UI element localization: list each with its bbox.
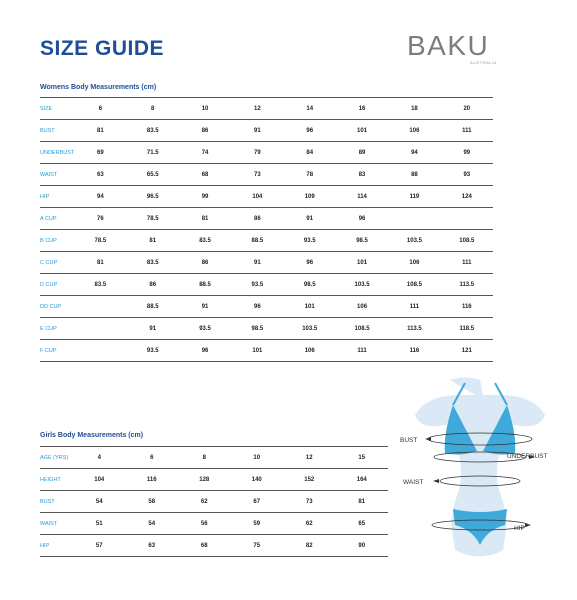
table-cell: 118.5: [441, 318, 493, 340]
table-cell: 94: [74, 186, 126, 208]
table-cell: 116: [388, 340, 440, 362]
table-cell: 103.5: [284, 318, 336, 340]
table-cell: 121: [441, 340, 493, 362]
table-cell: 6: [126, 447, 179, 469]
table-row: [40, 208, 493, 230]
table-row: [40, 491, 388, 513]
table-row: [40, 164, 493, 186]
table-cell: 81: [336, 491, 389, 513]
table-cell: 94: [388, 142, 440, 164]
table-cell: 111: [336, 340, 388, 362]
table-cell: 6: [74, 98, 126, 120]
table-cell: 103.5: [388, 230, 440, 252]
table-cell: 73: [283, 491, 336, 513]
shoulders-shape: [415, 395, 545, 426]
table-cell: 15: [336, 447, 389, 469]
table-cell: 98.5: [336, 230, 388, 252]
girls-measurements-table: [40, 446, 388, 557]
row-label: F CUP: [40, 340, 74, 362]
table-cell: 81: [127, 230, 179, 252]
table-cell: 101: [336, 252, 388, 274]
table-cell: 71.5: [127, 142, 179, 164]
brand-subtitle: AUSTRALIA: [470, 60, 497, 65]
table-cell: 8: [127, 98, 179, 120]
table-cell: 69: [74, 142, 126, 164]
girls-table-title: Girls Body Measurements (cm): [40, 432, 144, 439]
table-cell: [74, 296, 126, 318]
table-cell: [388, 208, 440, 230]
table-cell: 57: [73, 535, 126, 557]
table-cell: 51: [73, 513, 126, 535]
table-cell: 98.5: [284, 274, 336, 296]
table-cell: 73: [231, 164, 283, 186]
table-cell: 96: [179, 340, 231, 362]
table-cell: 59: [231, 513, 284, 535]
table-cell: [441, 208, 493, 230]
table-cell: 65.5: [127, 164, 179, 186]
row-label: HEIGHT: [40, 469, 73, 491]
table-cell: 104: [231, 186, 283, 208]
table-cell: 74: [179, 142, 231, 164]
table-row: [40, 186, 493, 208]
table-cell: 101: [231, 340, 283, 362]
table-cell: 106: [336, 296, 388, 318]
measurement-figure: [395, 375, 565, 565]
table-cell: 104: [73, 469, 126, 491]
table-cell: 62: [283, 513, 336, 535]
table-row: [40, 513, 388, 535]
table-cell: 84: [284, 142, 336, 164]
table-cell: 128: [178, 469, 231, 491]
row-label: AGE (YRS): [40, 447, 73, 469]
table-cell: 83: [336, 164, 388, 186]
table-row: [40, 98, 493, 120]
row-label: D CUP: [40, 274, 74, 296]
table-row: [40, 447, 388, 469]
table-cell: 89: [336, 142, 388, 164]
table-cell: 96: [284, 120, 336, 142]
table-cell: 56: [178, 513, 231, 535]
table-row: [40, 274, 493, 296]
row-label: WAIST: [40, 513, 73, 535]
table-cell: 91: [127, 318, 179, 340]
table-cell: 20: [441, 98, 493, 120]
table-cell: 106: [388, 252, 440, 274]
table-cell: 78.5: [127, 208, 179, 230]
table-cell: 68: [178, 535, 231, 557]
row-label: BUST: [40, 491, 73, 513]
table-cell: 90: [336, 535, 389, 557]
table-cell: 91: [179, 296, 231, 318]
table-cell: 91: [231, 120, 283, 142]
body-illustration: [395, 375, 565, 565]
table-row: [40, 230, 493, 252]
table-cell: 12: [283, 447, 336, 469]
table-row: [40, 340, 493, 362]
table-cell: 106: [284, 340, 336, 362]
table-cell: 114: [336, 186, 388, 208]
row-label: UNDERBUST: [40, 142, 74, 164]
table-cell: 93.5: [179, 318, 231, 340]
row-label: B CUP: [40, 230, 74, 252]
table-row: [40, 535, 388, 557]
row-label: WAIST: [40, 164, 74, 186]
table-cell: 119: [388, 186, 440, 208]
table-cell: 88.5: [127, 296, 179, 318]
table-cell: 10: [231, 447, 284, 469]
table-cell: 113.5: [388, 318, 440, 340]
table-cell: 96: [336, 208, 388, 230]
table-cell: 78.5: [74, 230, 126, 252]
table-cell: 4: [73, 447, 126, 469]
table-cell: 152: [283, 469, 336, 491]
table-cell: 108.5: [441, 230, 493, 252]
table-cell: 93.5: [231, 274, 283, 296]
bust-label: BUST: [400, 437, 418, 444]
table-cell: 65: [336, 513, 389, 535]
table-cell: 96.5: [127, 186, 179, 208]
table-cell: 86: [127, 274, 179, 296]
table-cell: 79: [231, 142, 283, 164]
table-cell: 58: [126, 491, 179, 513]
table-cell: 99: [441, 142, 493, 164]
table-cell: 98.5: [231, 318, 283, 340]
table-row: [40, 318, 493, 340]
row-label: HIP: [40, 535, 73, 557]
table-cell: 76: [74, 208, 126, 230]
table-cell: 67: [231, 491, 284, 513]
table-cell: 83.5: [127, 252, 179, 274]
table-cell: 81: [74, 120, 126, 142]
waist-label: WAIST: [403, 479, 424, 486]
table-cell: 103.5: [336, 274, 388, 296]
table-cell: 111: [441, 120, 493, 142]
table-cell: 111: [388, 296, 440, 318]
row-label: C CUP: [40, 252, 74, 274]
table-cell: 83.5: [127, 120, 179, 142]
table-cell: 75: [231, 535, 284, 557]
table-cell: 18: [388, 98, 440, 120]
table-cell: 96: [231, 296, 283, 318]
table-cell: 93.5: [284, 230, 336, 252]
table-cell: 108.5: [388, 274, 440, 296]
row-label: BUST: [40, 120, 74, 142]
row-label: E CUP: [40, 318, 74, 340]
table-cell: 82: [283, 535, 336, 557]
table-cell: 62: [178, 491, 231, 513]
table-row: [40, 469, 388, 491]
table-cell: 88: [388, 164, 440, 186]
table-cell: 78: [284, 164, 336, 186]
table-cell: 88.5: [231, 230, 283, 252]
table-cell: 109: [284, 186, 336, 208]
row-label: DD CUP: [40, 296, 74, 318]
table-cell: 99: [179, 186, 231, 208]
table-cell: 116: [126, 469, 179, 491]
underbust-label: UNDERBUST: [507, 453, 548, 460]
table-cell: 86: [231, 208, 283, 230]
table-cell: 113.5: [441, 274, 493, 296]
womens-table-title: Womens Body Measurements (cm): [40, 84, 157, 91]
table-cell: 91: [284, 208, 336, 230]
table-row: [40, 252, 493, 274]
table-cell: 8: [178, 447, 231, 469]
table-cell: 68: [179, 164, 231, 186]
table-cell: 83.5: [74, 274, 126, 296]
row-label: SIZE: [40, 98, 74, 120]
brand-logo: BAKU: [407, 30, 490, 61]
table-cell: 86: [179, 252, 231, 274]
table-cell: [74, 340, 126, 362]
table-cell: 63: [74, 164, 126, 186]
table-row: [40, 142, 493, 164]
table-row: [40, 296, 493, 318]
table-cell: 106: [388, 120, 440, 142]
table-cell: 12: [231, 98, 283, 120]
table-cell: 83.5: [179, 230, 231, 252]
table-cell: 54: [73, 491, 126, 513]
row-label: HIP: [40, 186, 74, 208]
row-label: A CUP: [40, 208, 74, 230]
table-cell: 101: [284, 296, 336, 318]
table-cell: 108.5: [336, 318, 388, 340]
table-cell: 81: [74, 252, 126, 274]
table-cell: 93.5: [127, 340, 179, 362]
table-row: [40, 120, 493, 142]
table-cell: 91: [231, 252, 283, 274]
table-cell: 140: [231, 469, 284, 491]
table-cell: 124: [441, 186, 493, 208]
table-cell: 164: [336, 469, 389, 491]
table-cell: 63: [126, 535, 179, 557]
page-title: SIZE GUIDE: [40, 37, 165, 60]
table-cell: 16: [336, 98, 388, 120]
table-cell: 86: [179, 120, 231, 142]
table-cell: 88.5: [179, 274, 231, 296]
womens-measurements-table: [40, 97, 493, 362]
table-cell: 101: [336, 120, 388, 142]
table-cell: [74, 318, 126, 340]
table-cell: 81: [179, 208, 231, 230]
table-cell: 93: [441, 164, 493, 186]
hip-label: HIP: [514, 525, 525, 532]
table-cell: 111: [441, 252, 493, 274]
table-cell: 54: [126, 513, 179, 535]
table-cell: 14: [284, 98, 336, 120]
table-cell: 96: [284, 252, 336, 274]
table-cell: 10: [179, 98, 231, 120]
table-cell: 116: [441, 296, 493, 318]
